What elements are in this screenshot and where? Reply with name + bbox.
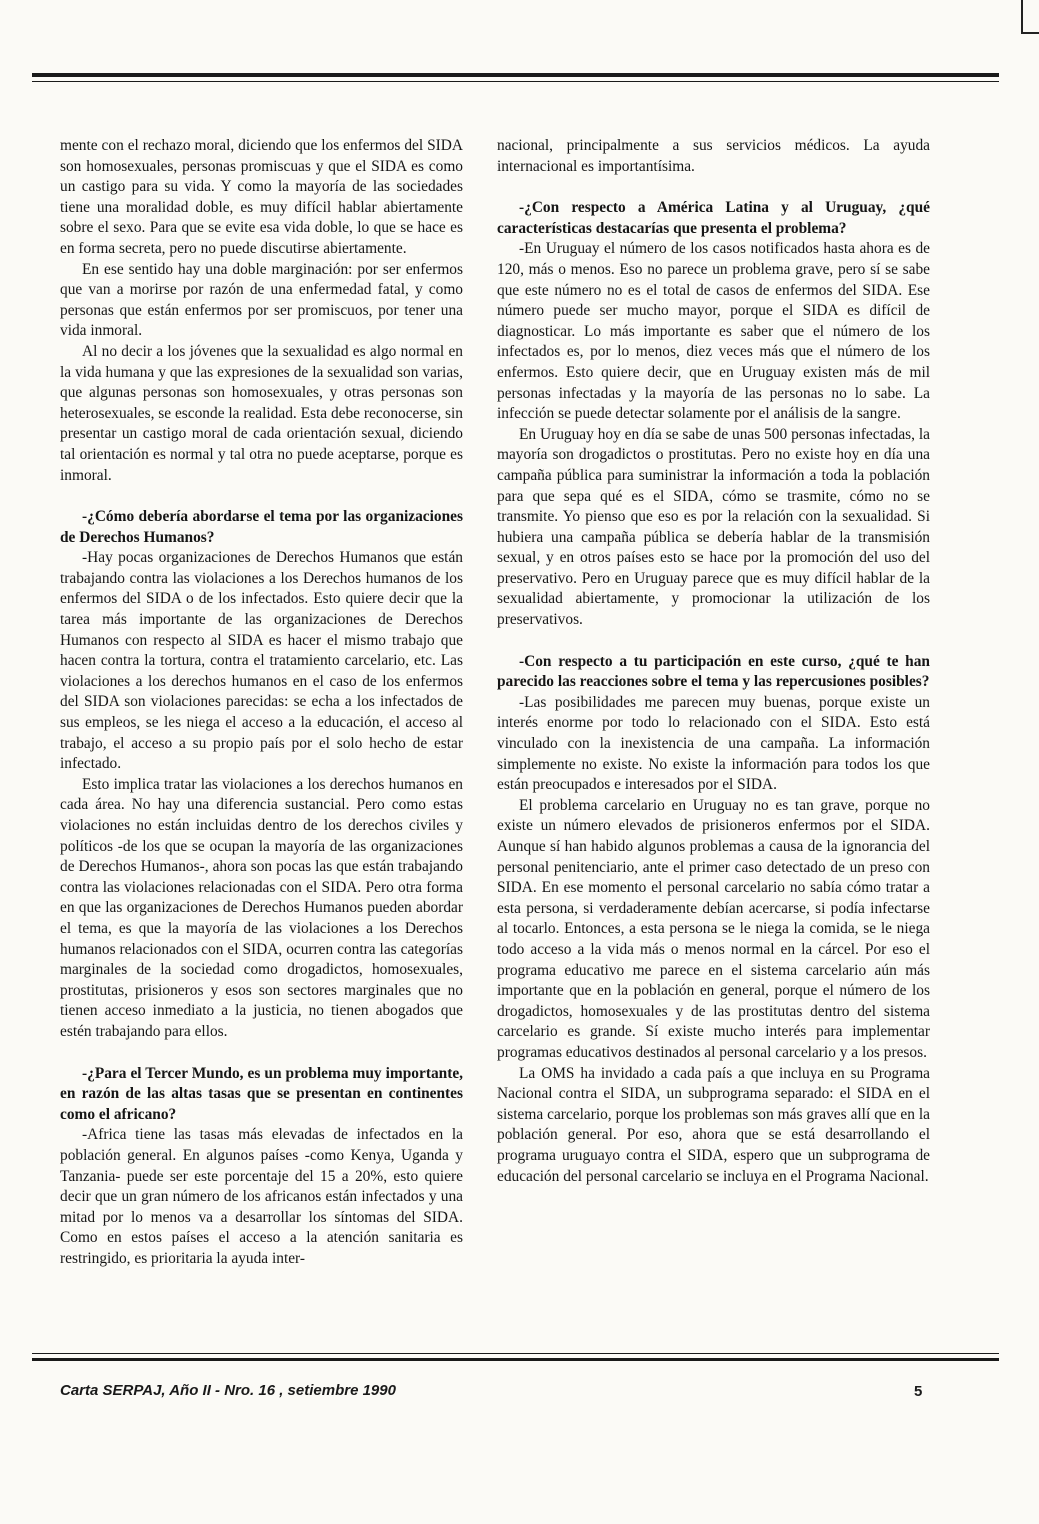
- paragraph: En Uruguay hoy en día se sabe de unas 500 personas infectadas, la mayoría son drogadictos o prostitutas. Pero no existe hoy en día una campaña pública para suministrar la información a toda la población para que sepa qué es el SIDA, cómo se trasmite, cómo no se transmite. Yo pienso que eso es por la relación con la sexualidad. Si hubiera una campaña pública se debería hablar de la transmisión sexual, y en otros países esto se hace por la promoción del uso del preservativo. Pero en Uruguay parece que es muy difícil hablar de la sexualidad abiertamente, y promocionar la utilización de los preservativos.: [497, 425, 930, 629]
- page-edge-mark: [1021, 0, 1039, 34]
- top-rule-thick: [32, 73, 999, 77]
- question-heading: -¿Para el Tercer Mundo, es un problema muy importante, en razón de las altas tasas que se presentan en continentes como el africano?: [60, 1064, 463, 1123]
- right-column: [497, 136, 930, 1187]
- footer-publication: Carta SERPAJ, Año II - Nro. 16 , setiembre 1990: [60, 1382, 396, 1399]
- paragraph: mente con el rechazo moral, diciendo que los enfermos del SIDA son homosexuales, personas promiscuas y que el SIDA es como un castigo para su vida. Y como la mayoría de las sociedades tiene una moralidad doble, es muy difícil hablar abiertamente sobre el sexo. Para que se evite esa vida doble, lo que se hace es en forma secreta, pero no puede discutirse abiertamente.: [60, 137, 463, 257]
- page-number: 5: [914, 1383, 923, 1400]
- bottom-rule-thick: [32, 1358, 999, 1361]
- question-heading: -¿Con respecto a América Latina y al Uruguay, ¿qué características destacarías que presenta el problema?: [497, 199, 930, 237]
- paragraph: -Africa tiene las tasas más elevadas de infectados en la población general. En algunos países -como Kenya, Uganda y Tanzania- puede ser este porcentaje del 15 a 20%, esto quiere decir que un gran número de los africanos están infectados y una mitad por lo menos va a desarrollar los síntomas del SIDA. Como en estos países el acceso a la atención sanitaria es restringido, es prioritaria la ayuda inter-: [60, 1126, 463, 1267]
- paragraph: Al no decir a los jóvenes que la sexualidad es algo normal en la vida humana y que las expresiones de la sexualidad son varias, que algunas personas son homosexuales, y otras personas son heterosexuales, se esconde la realidad. Esta debe reconocerse, sin presentar un castigo moral de cada orientación sexual, diciendo tal orientación es normal y tal otra no puede aceptarse, porque es inmoral.: [60, 342, 463, 484]
- paragraph: -Las posibilidades me parecen muy buenas, porque existe un interés enorme por todo lo relacionado con el SIDA. Esto está vinculado con la inexistencia de una campaña. La información simplemente no existe. No existe la información para todos los que están preocupados e interesados por el SIDA.: [497, 693, 930, 794]
- paragraph: La OMS ha invidado a cada país a que incluya en su Programa Nacional contra el SIDA, un subprograma separado: el SIDA en el sistema carcelario, porque los problemas son más graves allí que en la población general. Por eso, ahora que se está desarrollando el programa uruguayo contra el SIDA, espero que un subprograma de educación del personal carcelario se incluya en el Programa Nacional.: [497, 1064, 930, 1185]
- question-heading: -¿Cómo debería abordarse el tema por las organizaciones de Derechos Humanos?: [60, 508, 463, 546]
- left-column: [60, 136, 463, 1269]
- paragraph: En ese sentido hay una doble marginación: por ser enfermos que van a morirse por razón de una enfermedad fatal, y como personas que están enfermos por ser promiscuos, por tener una vida inmoral.: [60, 260, 463, 340]
- paragraph: El problema carcelario en Uruguay no es tan grave, porque no existe un número elevados de prisioneros enfermos por el SIDA. Aunque sí han habido algunos problemas a causa de la ignorancia del personal penitenciario, ante el primer caso detectado de un preso con SIDA. En ese momento el personal carcelario no sabía cómo tratar a esta persona, si verdaderamente debían acercarse, si podía infectarse al tocarlo. Entonces, a esta persona se le niega la comida, se le niega todo acceso a la vida más o menos normal en la cárcel. Por eso el programa educativo me parece en el sistema carcelario aún más importante que en la población en general, porque el número de los drogadictos, homosexuales y de las prostitutas dentro del sistema carcelario es grande. Sí existe mucho interés para implementar programas educativos destinados al personal carcelario y a los presos.: [497, 796, 930, 1061]
- question-heading: -Con respecto a tu participación en este curso, ¿qué te han parecido las reacciones sobre el tema y las repercusiones posibles?: [497, 652, 930, 691]
- paragraph: Esto implica tratar las violaciones a los derechos humanos en cada área. No hay una diferencia sustancial. Pero como estas violaciones no están incluidas dentro de los derechos civiles y políticos -de los que se ocupan la mayoría de las organizaciones de Derechos Humanos-, ahora son pocas las que están trabajando contra las violaciones relacionadas con el SIDA. Pero otra forma en que las organizaciones de Derechos Humanos pueden abordar el tema, es que la mayoría de las violaciones a los Derechos humanos relacionados con el SIDA, ocurren contra las categorías marginales de la sociedad como drogadictos, homosexuales, prostitutas, prisioneros y esos son sectores marginales que no tienen acceso inmediato a la justicia, no tienen abogados que estén trabajando para ellos.: [60, 775, 463, 1040]
- paragraph: -Hay pocas organizaciones de Derechos Humanos que están trabajando contra las violaciones a los Derechos humanos de los enfermos del SIDA o de los infectados. Esto quiere decir que la tarea más importante de las organizaciones de Derechos Humanos con respecto al SIDA es hacer el mismo trabajo que hacen contra la tortura, contra el tratamiento carcelario, etc. Las violaciones a los derechos humanos en el caso de los enfermos del SIDA son violaciones parecidas: se echa a los infectados de sus empleos, se les niega el acceso a la educación, el acceso al trabajo, el acceso a su propio país por el solo hecho de estar infectado.: [60, 549, 463, 773]
- top-rule-thin: [32, 81, 999, 82]
- paragraph: -En Uruguay el número de los casos notificados hasta ahora es de 120, más o menos. Eso no parece un problema grave, pero sí se sabe que este número no es el total de casos de enfermos del SIDA. Ese número puede ser mucho mayor, porque el SIDA es difícil de diagnosticar. Lo más importante es saber que el número de los infectados es, por lo menos, diez veces más que el número de los enfermos. Esto quiere decir, que en Uruguay existen más de mil personas infectadas y la mayoría de las personas no lo sabe. La infección se puede detectar solamente por el análisis de la sangre.: [497, 240, 930, 423]
- bottom-rule-thin: [32, 1353, 999, 1354]
- paragraph: nacional, principalmente a sus servicios médicos. La ayuda internacional es importantísima.: [497, 137, 930, 175]
